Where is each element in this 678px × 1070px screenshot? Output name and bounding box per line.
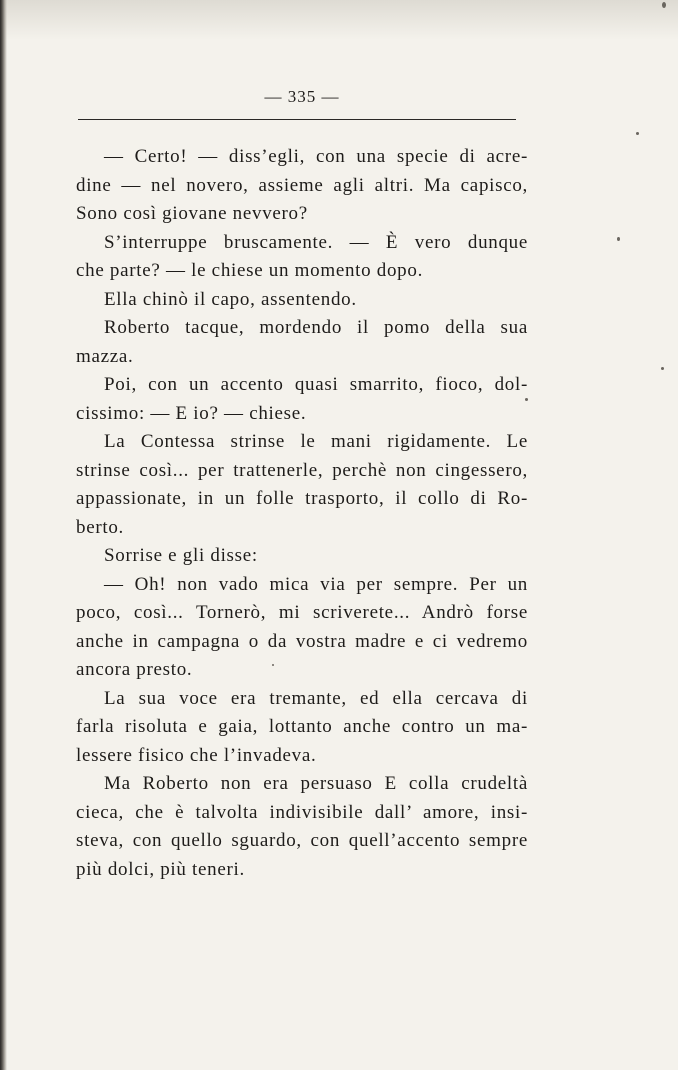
scan-speck [636, 132, 639, 135]
text-line: Sono così giovane nevvero? [76, 203, 308, 224]
text-line: La sua voce era tremante, ed ella cercava di [104, 687, 528, 709]
text-line: cieca, che è talvolta indivisibile dall’ amore, insi- [76, 801, 528, 823]
body-text [76, 143, 528, 884]
text-line: appassionate, in un folle trasporto, il collo di Ro- [76, 488, 528, 509]
scan-shadow-top [0, 0, 678, 40]
text-line: cissimo: — E io? — chiese. [76, 402, 307, 424]
scan-speck [272, 664, 274, 666]
text-line: steva, con quello sguardo, con quell’accento sempre [76, 830, 528, 851]
text-line: più dolci, più teneri. [76, 858, 245, 880]
page-number: — 335 — [264, 87, 340, 106]
text-line: Ma Roberto non era persuaso E colla crudeltà [104, 773, 528, 794]
text-line: anche in campagna o da vostra madre e ci vedremo [76, 630, 528, 652]
scan-binding-edge [0, 0, 7, 1070]
text-line: Sorrise e gli disse: [104, 545, 258, 566]
scan-speck [661, 367, 664, 370]
text-line: farla risoluta e gaia, lottanto anche contro un ma- [76, 716, 528, 737]
scan-speck [617, 237, 620, 241]
text-line: poco, così... Tornerò, mi scriverete... Andrò forse [76, 602, 528, 623]
text-line: — Oh! non vado mica via per sempre. Per un [104, 573, 528, 595]
text-line: Poi, con un accento quasi smarrito, fioco, dol- [104, 374, 528, 395]
scan-speck [662, 2, 666, 8]
text-line: lessere fisico che l’invadeva. [76, 744, 317, 766]
scan-speck [525, 398, 528, 401]
text-line: strinse così... per trattenerle, perchè non cingessero, [76, 459, 528, 481]
text-line: La Contessa strinse le mani rigidamente. Le [104, 431, 528, 452]
text-line: S’interruppe bruscamente. — È vero dunque [104, 231, 528, 253]
text-line: Ella chinò il capo, assentendo. [104, 288, 357, 310]
text-line: mazza. [76, 345, 134, 367]
text-line: ancora presto. [76, 659, 193, 680]
text-line: Roberto tacque, mordendo il pomo della sua [104, 317, 528, 338]
text-line: — Certo! — diss’egli, con una specie di acre- [104, 146, 528, 167]
text-line: berto. [76, 516, 124, 538]
header-rule [78, 119, 516, 120]
text-line: dine — nel novero, assieme agli altri. Ma capisco, [76, 174, 528, 196]
text-line: che parte? — le chiese un momento dopo. [76, 260, 424, 281]
